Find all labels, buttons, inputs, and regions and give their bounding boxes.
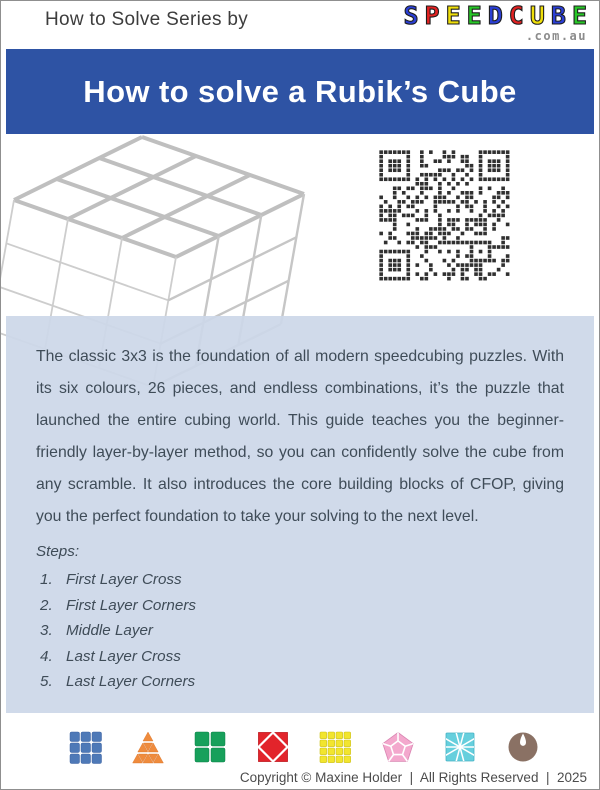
step-item: [36, 567, 564, 593]
megaminx-icon: [380, 729, 416, 765]
step-number: 1.: [40, 571, 53, 588]
intro-paragraph: The classic 3x3 is the foundation of all modern speedcubing puzzles. With its six colours, 26 pieces, and endless combinations, it’s the puzzle that launched the entire cubing world. This guide teaches you the beginner-friendly layer-by-layer method, so you can confidently solve the cube from any scramble. It also introduces the core building blocks of CFOP, giving you the perfect foundation to take your solving to the next level.: [36, 348, 564, 525]
info-panel: [6, 316, 594, 713]
pyraminx-icon: [130, 729, 166, 765]
step-item: [36, 593, 564, 619]
speedcube-logo: [403, 1, 593, 43]
step-text: Last Layer Cross: [66, 647, 181, 665]
step-text: Last Layer Corners: [66, 673, 196, 690]
step-text: First Layer Cross: [66, 571, 182, 588]
step-item: [36, 669, 564, 695]
logo-letter: U: [529, 1, 551, 30]
speedcube-wordmark: [403, 3, 593, 28]
steps-list: [36, 567, 564, 695]
logo-letter: D: [487, 1, 509, 30]
logo-letter: E: [466, 1, 488, 30]
puzzle-icon-row: [1, 727, 599, 767]
skewb-icon: [255, 729, 291, 765]
steps-heading: Steps:: [36, 543, 80, 560]
cube-2x2-icon: [192, 729, 228, 765]
clock-icon: [505, 729, 541, 765]
logo-letter: E: [445, 1, 467, 30]
logo-letter: P: [424, 1, 446, 30]
logo-letter: B: [550, 1, 572, 30]
step-number: 2.: [40, 596, 53, 614]
logo-letter: E: [571, 1, 593, 30]
copyright-text: Copyright © Maxine Holder | All Rights Reserved | 2025: [239, 770, 587, 785]
series-title: How to Solve Series by: [45, 9, 249, 30]
cube-3x3-icon: [67, 729, 103, 765]
step-number: 5.: [40, 673, 53, 690]
step-text: Middle Layer: [66, 622, 153, 639]
logo-letter: S: [403, 1, 425, 30]
step-number: 3.: [40, 622, 53, 639]
cube-4x4-icon: [317, 729, 353, 765]
step-number: 4.: [40, 647, 53, 665]
step-item: [36, 644, 564, 670]
logo-letter: C: [508, 1, 530, 30]
step-item: [36, 618, 564, 644]
page-title: How to solve a Rubik’s Cube: [83, 73, 517, 109]
square1-icon: [442, 729, 478, 765]
step-text: First Layer Corners: [66, 596, 196, 614]
qr-code: [379, 150, 510, 281]
title-banner: [6, 49, 594, 134]
speedcube-domain: .com.au: [525, 29, 587, 43]
